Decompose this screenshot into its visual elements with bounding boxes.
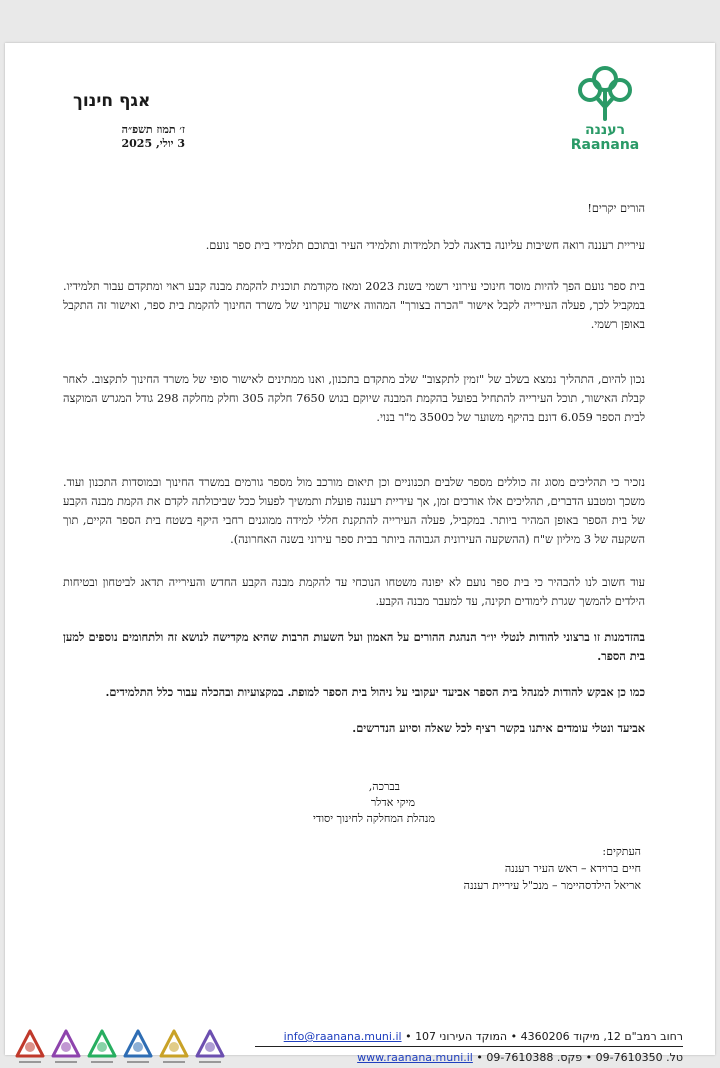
certification-badge-icon (195, 1028, 225, 1068)
cc-line-1: חיים ברוידא – ראש העיר רעננה (504, 862, 641, 875)
signature-name: מיקי אדלר (370, 796, 415, 809)
department-title: אגף חינוך (73, 91, 151, 111)
contact-paragraph: אביעד ונטלי עומדים איתנו בקשר רציף לכל שאלה וסיוע הנדרשים. (352, 721, 645, 735)
certification-badge-icon (123, 1028, 153, 1068)
certification-badge-icon (51, 1028, 81, 1068)
footer-address: רחוב רמב"ם 12, מיקוד 4360206 • המוקד העירוני 107 • (405, 1030, 683, 1043)
logo-english-name: Raanana (570, 137, 640, 153)
footer-phone-line (255, 1049, 683, 1067)
footer-phones: טל. 09-7610350 • פקס. 09-7610388 • (476, 1051, 683, 1064)
cc-line-2: אריאל הילדסהיימר – מנכ"ל עיריית רעננה (463, 879, 641, 892)
website-link[interactable]: www.raanana.muni.il (357, 1051, 473, 1064)
certification-badge-icon (15, 1028, 45, 1068)
signature-block (5, 779, 435, 827)
signature-title: מנהלת המחלקה לחינוך יסודי (313, 812, 435, 825)
signature-closing: בברכה, (368, 780, 400, 793)
thanks-paragraph-principal: כמו כן אבקש להודות למנהל בית הספר אביעד יעקובי על ניהול בית הספר למופת. במקצועיות ובהכלה עבור כלל התלמידים. (105, 685, 645, 699)
footer-address-line (255, 1028, 683, 1047)
certification-badge-icon (159, 1028, 189, 1068)
footer-contact (255, 1028, 683, 1067)
paragraph-2: בית ספר נועם הפך להיות מוסד חינוכי עירוני רשמי בשנת 2023 ומאז מקודמת תוכנית להקמת מבנה קבע ראוי ומתקדם עבור תלמידיו. במקביל לכך, פעלה העירייה לקבל אישור "הכרה בצורך" המהווה אישור עקרוני של משרד החינוך להקמת בית ספר, ואישור זה התקבל באופן רשמי. (63, 280, 645, 331)
email-link[interactable]: info@raanana.muni.il (283, 1030, 402, 1043)
letter-dates (65, 123, 185, 151)
paragraph-4: נזכיר כי תהליכים מסוג זה כוללים מספר שלבים תכנוניים וכן תיאום מורכב מול מספר גורמים במשרד החינוך ובמוסדות התכנון ועוד. משכך ומטבע הדברים, תהליכים אלו אורכים זמן, אך עיריית רעננה פועלת ותמשיך לפעול ככל שביכולתה לקדם את הקמת מבנה הקבע של בית הספר באופן המהיר ביותר. במקביל, פעלה העירייה להתקנת חללי למידה ממוגנים רחבי היקף בשטח בית הספר הקיים, תוך השקעה של 3 מיליון ש"ח (ההשקעה העירונית הגבוהה ביותר בבית ספר עירוני בשנה האחרונה). (63, 476, 645, 546)
thanks-paragraph-parents: בהזדמנות זו ברצוני להודות לנטלי יו״ר הנהגת ההורים על האמון ועל השעות הרבות שהיא מקדישה לנושא זה ולתחומים נוספים למען בית הספר. (63, 630, 645, 663)
cc-label: העתקים: (602, 845, 641, 858)
tree-logo-icon (573, 63, 637, 123)
logo-hebrew-name: רעננה (584, 122, 626, 138)
letter-page (5, 43, 715, 1064)
greeting: הורים יקרים! (587, 202, 645, 215)
raanana-logo (563, 63, 647, 173)
paragraph-3: נכון להיום, התהליך נמצא בשלב של "זמין לתקצוב" שלב מתקדם בתכנון, ואנו ממתינים לאישור סופי של משרד החינוך לתקצוב. לאחר קבלת האישור, תוכל העירייה להתחיל בפועל בהקמת המבנה שיוקם בגוש 7650 חלקה 305 וחלק מחלקה 298 גודל המגרש המוקצה לבית הספר 6.059 דונם בהיקף משוער של כ3500 מ"ר בנוי. (63, 373, 645, 424)
certification-badge-icon (87, 1028, 117, 1068)
letter-body (63, 199, 645, 738)
paragraph-5: עוד חשוב לנו להבהיר כי בית ספר נועם לא יפונה משטחו הנוכחי עד להקמת מבנה הקבע החדש והעירייה תדאג לביטחון ובטיחות הילדים להמשך שגרת לימודים תקינה, עד למעבר מבנה הקבע. (63, 576, 645, 608)
paragraph-1: עיריית רעננה רואה חשיבות עליונה בדאגה לכל תלמידות ותלמידי העיר ובתוכם תלמידי בית ספר נועם. (205, 239, 645, 252)
cc-block (341, 843, 641, 894)
hebrew-date: ז׳ תמוז תשפ״ה (121, 123, 185, 136)
certification-badges (15, 1028, 235, 1068)
gregorian-date: 3 יולי, 2025 (121, 137, 185, 150)
